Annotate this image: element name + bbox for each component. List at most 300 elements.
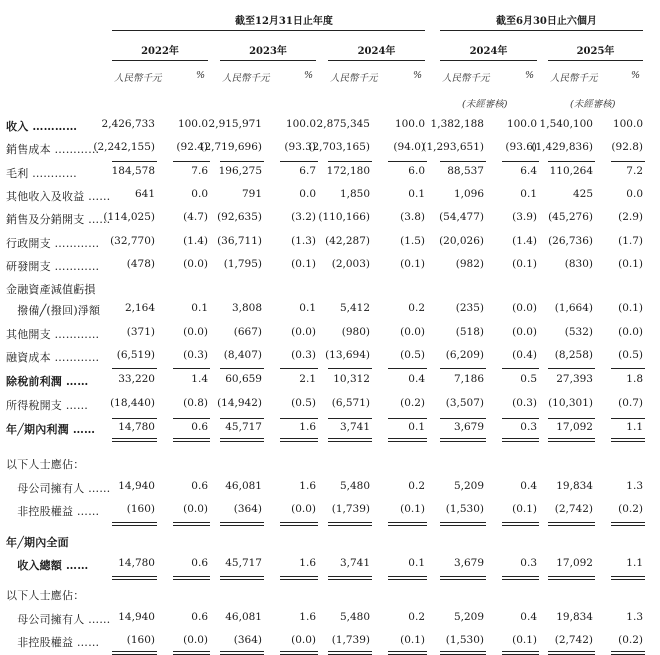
amount-cell: 5,412	[339, 302, 370, 314]
row-label: 母公司擁有人 ……	[6, 613, 111, 626]
subtotal-rule	[328, 161, 372, 162]
amount-cell: (364)	[233, 634, 262, 646]
percent-cell: 6.7	[299, 165, 316, 177]
subtotal-rule	[112, 161, 157, 162]
unit-label: 人民幣千元	[442, 73, 490, 84]
subtotal-rule	[502, 368, 539, 369]
year-header: 2024年	[357, 46, 396, 57]
amount-cell: (2,742)	[554, 503, 593, 515]
amount-cell: 2,875,345	[316, 118, 370, 130]
percent-cell: 1.3	[626, 611, 643, 623]
percent-cell: (0.8)	[183, 397, 208, 409]
percent-cell: (94.0)	[393, 141, 425, 153]
percent-cell: (0.0)	[183, 634, 208, 646]
percent-cell: 1.1	[626, 421, 643, 433]
subtotal-rule	[611, 368, 645, 369]
amount-cell: (371)	[126, 326, 155, 338]
amount-cell: (2,003)	[331, 258, 370, 270]
subtotal-rule	[611, 418, 645, 419]
percent-cell: (0.5)	[400, 349, 425, 361]
subtotal-rule	[548, 651, 595, 652]
subtotal-rule	[548, 418, 595, 419]
amount-cell: (110,166)	[318, 211, 370, 223]
percent-cell: (3.8)	[400, 211, 425, 223]
percent-cell: 1.8	[626, 373, 643, 385]
percent-cell: (0.2)	[618, 503, 643, 515]
subtotal-rule	[173, 522, 210, 523]
row-label: 年╱期內利潤 ……	[6, 423, 96, 436]
amount-cell: (10,301)	[548, 397, 593, 409]
percent-cell: 1.1	[626, 557, 643, 569]
amount-cell: (32,770)	[110, 235, 155, 247]
percent-cell: (0.1)	[400, 634, 425, 646]
percent-cell: (0.2)	[400, 397, 425, 409]
amount-cell: (42,287)	[325, 235, 370, 247]
subtotal-rule	[173, 576, 210, 577]
percent-cell: 7.2	[626, 165, 643, 177]
amount-cell: (6,209)	[445, 349, 484, 361]
percent-cell: 2.1	[299, 373, 316, 385]
amount-cell: 14,940	[118, 611, 155, 623]
row-label: 非控股權益 ……	[6, 505, 100, 518]
percent-cell: (0.3)	[512, 397, 537, 409]
amount-cell: 3,741	[339, 421, 370, 433]
subtotal-rule	[220, 651, 264, 652]
percent-cell: (1.4)	[183, 235, 208, 247]
amount-cell: 1,382,188	[430, 118, 484, 130]
amount-cell: (2,719,696)	[200, 141, 262, 153]
pct-label: %	[413, 70, 423, 81]
subtotal-rule	[440, 438, 486, 439]
percent-cell: (0.0)	[400, 326, 425, 338]
double-rule	[112, 525, 157, 526]
subtotal-rule	[502, 161, 539, 162]
percent-cell: (0.1)	[618, 302, 643, 314]
double-rule	[220, 441, 264, 442]
amount-cell: 60,659	[225, 373, 262, 385]
period-header-interim-rule	[440, 30, 643, 31]
subtotal-rule	[112, 368, 157, 369]
subtotal-rule	[280, 576, 318, 577]
year-header: 2022年	[141, 46, 179, 57]
percent-cell: 0.6	[191, 557, 208, 569]
amount-cell: (114,025)	[103, 211, 155, 223]
amount-cell: (45,276)	[548, 211, 593, 223]
row-label: 除稅前利潤 ……	[6, 375, 89, 388]
period-header-interim: 截至6月30日止六個月	[496, 16, 597, 27]
percent-cell: 1.6	[299, 421, 316, 433]
amount-cell: (518)	[455, 326, 484, 338]
percent-cell: (0.2)	[618, 634, 643, 646]
double-rule	[388, 525, 427, 526]
amount-cell: (14,942)	[217, 397, 262, 409]
percent-cell: 0.3	[520, 421, 537, 433]
percent-cell: 0.0	[191, 188, 208, 200]
subtotal-rule	[112, 576, 157, 577]
percent-cell: 1.3	[626, 480, 643, 492]
percent-cell: (0.1)	[291, 258, 316, 270]
amount-cell: (8,407)	[223, 349, 262, 361]
subtotal-rule	[220, 522, 264, 523]
row-label: 其他開支 …………	[6, 328, 100, 341]
percent-cell: 0.6	[191, 421, 208, 433]
amount-cell: 17,092	[556, 557, 593, 569]
double-rule	[440, 579, 486, 580]
double-rule	[112, 579, 157, 580]
percent-cell: (0.3)	[183, 349, 208, 361]
amount-cell: (1,293,651)	[422, 141, 484, 153]
subtotal-rule	[328, 651, 372, 652]
percent-cell: 1.6	[299, 557, 316, 569]
double-rule	[280, 525, 318, 526]
amount-cell: (1,739)	[331, 634, 370, 646]
subtotal-rule	[548, 438, 595, 439]
percent-cell: 1.6	[299, 611, 316, 623]
percent-cell: (0.0)	[183, 258, 208, 270]
percent-cell: 0.2	[408, 480, 425, 492]
double-rule	[502, 525, 539, 526]
double-rule	[548, 525, 595, 526]
amount-cell: (160)	[126, 634, 155, 646]
percent-cell: 0.6	[191, 611, 208, 623]
percent-cell: (0.0)	[291, 326, 316, 338]
amount-cell: 2,426,733	[101, 118, 155, 130]
double-rule	[440, 441, 486, 442]
subtotal-rule	[280, 438, 318, 439]
amount-cell: 27,393	[556, 373, 593, 385]
year-header: 2024年	[469, 46, 508, 57]
subtotal-rule	[220, 438, 264, 439]
percent-cell: (4.7)	[183, 211, 208, 223]
row-label: 收入 …………	[6, 120, 78, 133]
subtotal-rule	[388, 651, 427, 652]
row-label: 母公司擁有人 ……	[6, 482, 111, 495]
subtotal-rule	[173, 418, 210, 419]
amount-cell: (1,530)	[445, 634, 484, 646]
unit-label: 人民幣千元	[330, 73, 378, 84]
amount-cell: 46,081	[225, 480, 262, 492]
subtotal-rule	[611, 576, 645, 577]
amount-cell: 45,717	[225, 421, 262, 433]
double-rule	[173, 525, 210, 526]
period-header-annual-rule	[112, 30, 425, 31]
amount-cell: 10,312	[333, 373, 370, 385]
row-label: 銷售成本 …………	[6, 143, 100, 156]
amount-cell: (160)	[126, 503, 155, 515]
row-label: 金融資產減值虧損	[6, 283, 96, 296]
subtotal-rule	[112, 522, 157, 523]
percent-cell: (93.6)	[505, 141, 537, 153]
double-rule	[220, 579, 264, 580]
percent-cell: 0.4	[520, 611, 537, 623]
row-label: 撥備╱(撥回)淨額	[6, 304, 101, 317]
percent-cell: 0.4	[408, 373, 425, 385]
percent-cell: (0.0)	[618, 326, 643, 338]
amount-cell: 3,679	[453, 557, 484, 569]
year-header-rule	[220, 60, 316, 61]
percent-cell: (1.5)	[400, 235, 425, 247]
subtotal-rule	[328, 368, 372, 369]
pct-label: %	[196, 70, 206, 81]
percent-cell: 100.0	[506, 118, 537, 130]
percent-cell: 0.2	[408, 302, 425, 314]
percent-cell: 100.0	[177, 118, 208, 130]
percent-cell: 0.1	[299, 302, 316, 314]
amount-cell: (6,519)	[116, 349, 155, 361]
percent-cell: 0.4	[520, 480, 537, 492]
amount-cell: 5,480	[339, 480, 370, 492]
year-header: 2023年	[249, 46, 287, 57]
unit-label: 人民幣千元	[550, 73, 598, 84]
amount-cell: 45,717	[225, 557, 262, 569]
amount-cell: (1,795)	[223, 258, 262, 270]
amount-cell: 17,092	[556, 421, 593, 433]
subtotal-rule	[611, 161, 645, 162]
subtotal-rule	[611, 651, 645, 652]
amount-cell: (3,507)	[445, 397, 484, 409]
amount-cell: 1,096	[453, 188, 484, 200]
subtotal-rule	[328, 576, 372, 577]
percent-cell: (0.1)	[400, 258, 425, 270]
amount-cell: (6,571)	[331, 397, 370, 409]
subtotal-rule	[548, 161, 595, 162]
percent-cell: (1.4)	[512, 235, 537, 247]
subtotal-rule	[220, 576, 264, 577]
subtotal-rule	[280, 161, 318, 162]
amount-cell: 14,940	[118, 480, 155, 492]
subtotal-rule	[388, 418, 427, 419]
amount-cell: 1,540,100	[539, 118, 593, 130]
subtotal-rule	[220, 161, 264, 162]
year-header-rule	[440, 60, 537, 61]
unaudited-label: (未經審核)	[462, 99, 508, 110]
subtotal-rule	[502, 576, 539, 577]
percent-cell: 100.0	[612, 118, 643, 130]
subtotal-rule	[502, 522, 539, 523]
amount-cell: 5,209	[453, 611, 484, 623]
subtotal-rule	[173, 161, 210, 162]
subtotal-rule	[440, 576, 486, 577]
row-label: 以下人士應佔：	[6, 458, 85, 471]
percent-cell: 100.0	[285, 118, 316, 130]
percent-cell: (0.1)	[512, 503, 537, 515]
percent-cell: (0.1)	[512, 258, 537, 270]
percent-cell: 0.1	[520, 188, 537, 200]
amount-cell: (1,429,836)	[531, 141, 593, 153]
subtotal-rule	[440, 368, 486, 369]
amount-cell: 2,915,971	[208, 118, 262, 130]
percent-cell: 0.6	[191, 480, 208, 492]
amount-cell: 5,480	[339, 611, 370, 623]
percent-cell: 0.1	[408, 421, 425, 433]
amount-cell: (1,739)	[331, 503, 370, 515]
subtotal-rule	[280, 651, 318, 652]
subtotal-rule	[440, 522, 486, 523]
subtotal-rule	[388, 438, 427, 439]
double-rule	[388, 441, 427, 442]
amount-cell: 3,808	[231, 302, 262, 314]
double-rule	[388, 579, 427, 580]
percent-cell: (0.0)	[291, 503, 316, 515]
percent-cell: (93.3)	[284, 141, 316, 153]
subtotal-rule	[548, 576, 595, 577]
percent-cell: (0.1)	[512, 634, 537, 646]
percent-cell: (92.8)	[611, 141, 643, 153]
subtotal-rule	[440, 418, 486, 419]
pct-label: %	[304, 70, 314, 81]
row-label: 銷售及分銷開支 ……	[6, 213, 111, 226]
percent-cell: (0.5)	[291, 397, 316, 409]
percent-cell: 0.5	[520, 373, 537, 385]
amount-cell: (13,694)	[325, 349, 370, 361]
subtotal-rule	[388, 576, 427, 577]
period-header-annual: 截至12月31日止年度	[235, 16, 333, 27]
double-rule	[611, 579, 645, 580]
subtotal-rule	[548, 368, 595, 369]
double-rule	[502, 579, 539, 580]
percent-cell: 0.1	[191, 302, 208, 314]
unaudited-label: (未經審核)	[570, 99, 616, 110]
double-rule	[611, 525, 645, 526]
percent-cell: (1.7)	[618, 235, 643, 247]
subtotal-rule	[112, 418, 157, 419]
double-rule	[611, 441, 645, 442]
year-header-rule	[328, 60, 425, 61]
double-rule	[280, 441, 318, 442]
amount-cell: (982)	[455, 258, 484, 270]
amount-cell: (235)	[455, 302, 484, 314]
double-rule	[502, 441, 539, 442]
double-rule	[112, 441, 157, 442]
double-rule	[220, 525, 264, 526]
amount-cell: (2,242,155)	[93, 141, 155, 153]
subtotal-rule	[388, 161, 427, 162]
percent-cell: 0.1	[408, 188, 425, 200]
percent-cell: (0.5)	[618, 349, 643, 361]
row-label: 以下人士應佔：	[6, 589, 85, 602]
subtotal-rule	[502, 418, 539, 419]
percent-cell: (0.0)	[512, 302, 537, 314]
subtotal-rule	[328, 418, 372, 419]
amount-cell: 3,679	[453, 421, 484, 433]
amount-cell: (364)	[233, 503, 262, 515]
percent-cell: 0.3	[520, 557, 537, 569]
amount-cell: 110,264	[549, 165, 593, 177]
amount-cell: (20,026)	[439, 235, 484, 247]
year-header-rule	[548, 60, 643, 61]
amount-cell: (2,742)	[554, 634, 593, 646]
subtotal-rule	[220, 418, 264, 419]
row-label: 行政開支 …………	[6, 237, 100, 250]
amount-cell: 2,164	[124, 302, 155, 314]
percent-cell: 6.4	[520, 165, 537, 177]
double-rule	[328, 441, 372, 442]
double-rule	[328, 525, 372, 526]
subtotal-rule	[280, 418, 318, 419]
subtotal-rule	[440, 651, 486, 652]
amount-cell: (667)	[233, 326, 262, 338]
amount-cell: 425	[572, 188, 593, 200]
amount-cell: 14,780	[118, 421, 155, 433]
double-rule	[328, 579, 372, 580]
double-rule	[173, 441, 210, 442]
amount-cell: 641	[134, 188, 155, 200]
percent-cell: (0.1)	[618, 258, 643, 270]
row-label: 毛利 …………	[6, 167, 77, 180]
row-label: 研發開支 …………	[6, 260, 100, 273]
amount-cell: (36,711)	[217, 235, 262, 247]
subtotal-rule	[548, 522, 595, 523]
amount-cell: 196,275	[218, 165, 262, 177]
percent-cell: (3.2)	[291, 211, 316, 223]
unit-label: 人民幣千元	[222, 73, 270, 84]
subtotal-rule	[328, 522, 372, 523]
amount-cell: (8,258)	[554, 349, 593, 361]
subtotal-rule	[328, 438, 372, 439]
amount-cell: (26,736)	[548, 235, 593, 247]
percent-cell: 7.6	[191, 165, 208, 177]
row-label: 其他收入及收益 ……	[6, 190, 111, 203]
row-label: 所得稅開支 ……	[6, 399, 89, 412]
percent-cell: 1.4	[191, 373, 208, 385]
double-rule	[280, 579, 318, 580]
percent-cell: 0.0	[626, 188, 643, 200]
amount-cell: 7,186	[453, 373, 484, 385]
subtotal-rule	[173, 651, 210, 652]
percent-cell: 0.1	[408, 557, 425, 569]
amount-cell: (1,664)	[554, 302, 593, 314]
row-label: 融資成本 …………	[6, 351, 100, 364]
percent-cell: 0.2	[408, 611, 425, 623]
amount-cell: (1,530)	[445, 503, 484, 515]
percent-cell: 1.6	[299, 480, 316, 492]
percent-cell: 0.0	[299, 188, 316, 200]
double-rule	[548, 441, 595, 442]
row-label: 收入總額 ……	[6, 559, 89, 572]
percent-cell: (1.3)	[291, 235, 316, 247]
subtotal-rule	[112, 438, 157, 439]
amount-cell: 184,578	[111, 165, 155, 177]
year-header-rule	[112, 60, 208, 61]
amount-cell: (532)	[564, 326, 593, 338]
subtotal-rule	[112, 651, 157, 652]
amount-cell: 19,834	[556, 611, 593, 623]
pct-label: %	[631, 70, 641, 81]
percent-cell: (92.4)	[176, 141, 208, 153]
percent-cell: (3.9)	[512, 211, 537, 223]
amount-cell: 88,537	[447, 165, 484, 177]
row-label: 非控股權益 ……	[6, 636, 100, 649]
subtotal-rule	[173, 368, 210, 369]
subtotal-rule	[388, 522, 427, 523]
subtotal-rule	[502, 438, 539, 439]
double-rule	[548, 579, 595, 580]
subtotal-rule	[611, 438, 645, 439]
subtotal-rule	[611, 522, 645, 523]
amount-cell: 46,081	[225, 611, 262, 623]
amount-cell: 1,850	[339, 188, 370, 200]
percent-cell: (0.7)	[618, 397, 643, 409]
amount-cell: 33,220	[118, 373, 155, 385]
amount-cell: (980)	[341, 326, 370, 338]
amount-cell: (2,703,165)	[308, 141, 370, 153]
amount-cell: 5,209	[453, 480, 484, 492]
amount-cell: (54,477)	[439, 211, 484, 223]
amount-cell: (830)	[564, 258, 593, 270]
double-rule	[440, 525, 486, 526]
subtotal-rule	[220, 368, 264, 369]
percent-cell: (0.1)	[400, 503, 425, 515]
